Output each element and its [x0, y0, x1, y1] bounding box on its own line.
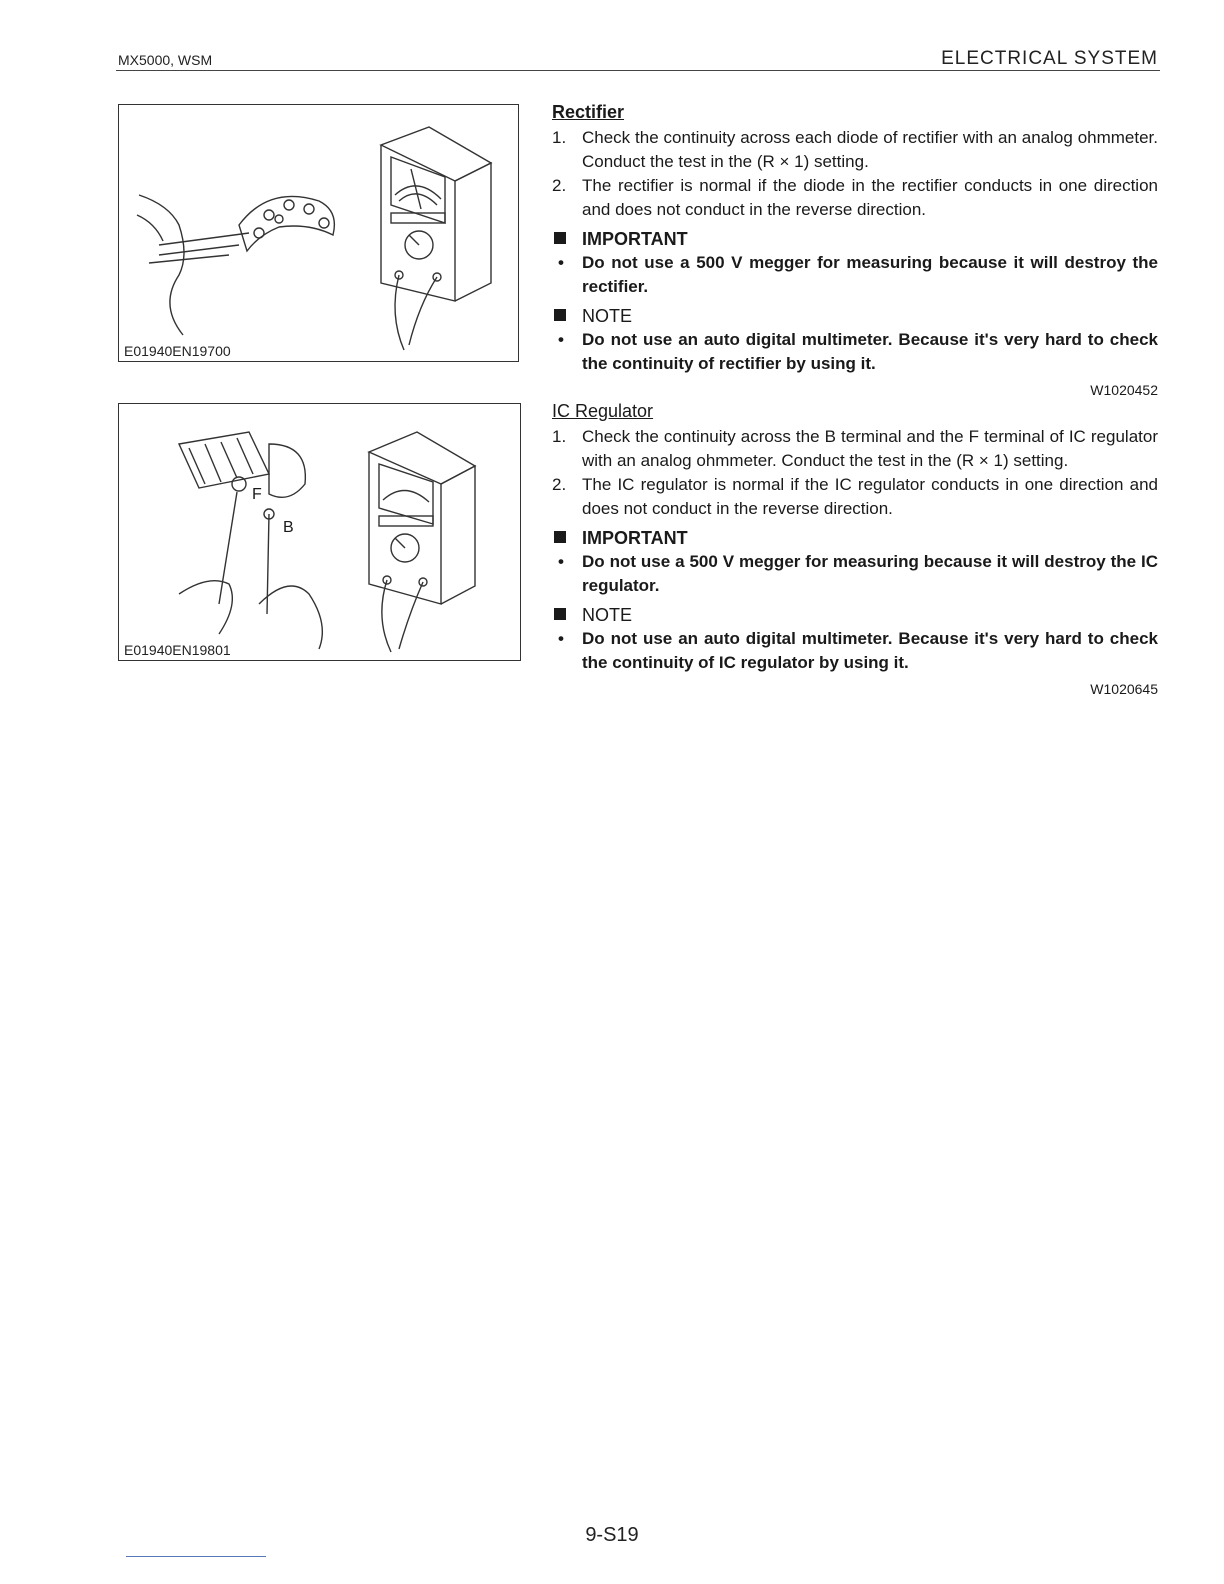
header-section: ELECTRICAL SYSTEM	[941, 48, 1158, 69]
important-text: Do not use a 500 V megger for measuring because it will destroy the rectifier.	[582, 253, 1158, 296]
rectifier-test-illustration	[119, 105, 518, 361]
section-title: IC Regulator	[552, 401, 654, 421]
important-item	[552, 251, 1158, 299]
step-text: The rectifier is normal if the diode in the rectifier conducts in one direction and does not conduct in the reverse direction.	[582, 176, 1158, 219]
bullet-dot-icon: •	[558, 629, 564, 648]
ic-regulator-figure	[118, 403, 521, 661]
footer-divider	[126, 1556, 266, 1557]
step-item	[552, 126, 1158, 174]
page-number: 9-S19	[585, 1524, 639, 1546]
rectifier-section	[552, 100, 1158, 402]
note-text: Do not use an auto digital multimeter. Because it's very hard to check the continuity of IC regulator by using it.	[582, 629, 1158, 672]
important-text: Do not use a 500 V megger for measuring because it will destroy the IC regulator.	[582, 552, 1158, 595]
step-list	[552, 126, 1158, 222]
important-item	[552, 550, 1158, 598]
note-text: Do not use an auto digital multimeter. Because it's very hard to check the continuity of rectifier by using it.	[582, 330, 1158, 373]
square-bullet-icon	[554, 608, 566, 620]
step-item	[552, 174, 1158, 222]
note-heading	[552, 603, 1158, 627]
square-bullet-icon	[554, 531, 566, 543]
step-text: The IC regulator is normal if the IC regulator conducts in one direction and does not conduct in the reverse direction.	[582, 475, 1158, 518]
square-bullet-icon	[554, 309, 566, 321]
note-label: NOTE	[582, 306, 633, 326]
section-title: Rectifier	[552, 102, 625, 122]
important-heading	[552, 526, 1158, 550]
step-text: Check the continuity across the B terminal and the F terminal of IC regulator with an analog ohmmeter. Conduct the test in the (R × 1) setting.	[582, 427, 1158, 470]
step-number: 1.	[552, 128, 567, 147]
square-bullet-icon	[554, 232, 566, 244]
reference-code: W1020452	[1090, 382, 1158, 398]
note-heading	[552, 304, 1158, 328]
bullet-dot-icon: •	[558, 253, 564, 272]
bullet-dot-icon: •	[558, 330, 564, 349]
step-text: Check the continuity across each diode of rectifier with an analog ohmmeter. Conduct the test in the (R × 1) setting.	[582, 128, 1158, 171]
step-number: 2.	[552, 176, 567, 195]
ic-regulator-section	[552, 399, 1158, 701]
step-number: 1.	[552, 427, 567, 446]
rectifier-figure	[118, 104, 519, 362]
step-item	[552, 473, 1158, 521]
figure-code: E01940EN19700	[124, 343, 231, 359]
important-label: IMPORTANT	[582, 528, 688, 548]
note-item	[552, 328, 1158, 376]
important-label: IMPORTANT	[582, 229, 688, 249]
step-item	[552, 425, 1158, 473]
ic-regulator-test-illustration	[119, 404, 520, 660]
terminal-b-label: B	[283, 519, 294, 536]
reference-code: W1020645	[1090, 681, 1158, 697]
important-heading	[552, 227, 1158, 251]
step-list	[552, 425, 1158, 521]
step-number: 2.	[552, 475, 567, 494]
note-label: NOTE	[582, 605, 633, 625]
terminal-f-label: F	[252, 486, 262, 503]
note-item	[552, 627, 1158, 675]
header-divider	[116, 70, 1160, 71]
figure-code: E01940EN19801	[124, 642, 231, 658]
header-model: MX5000, WSM	[118, 52, 213, 68]
bullet-dot-icon: •	[558, 552, 564, 571]
